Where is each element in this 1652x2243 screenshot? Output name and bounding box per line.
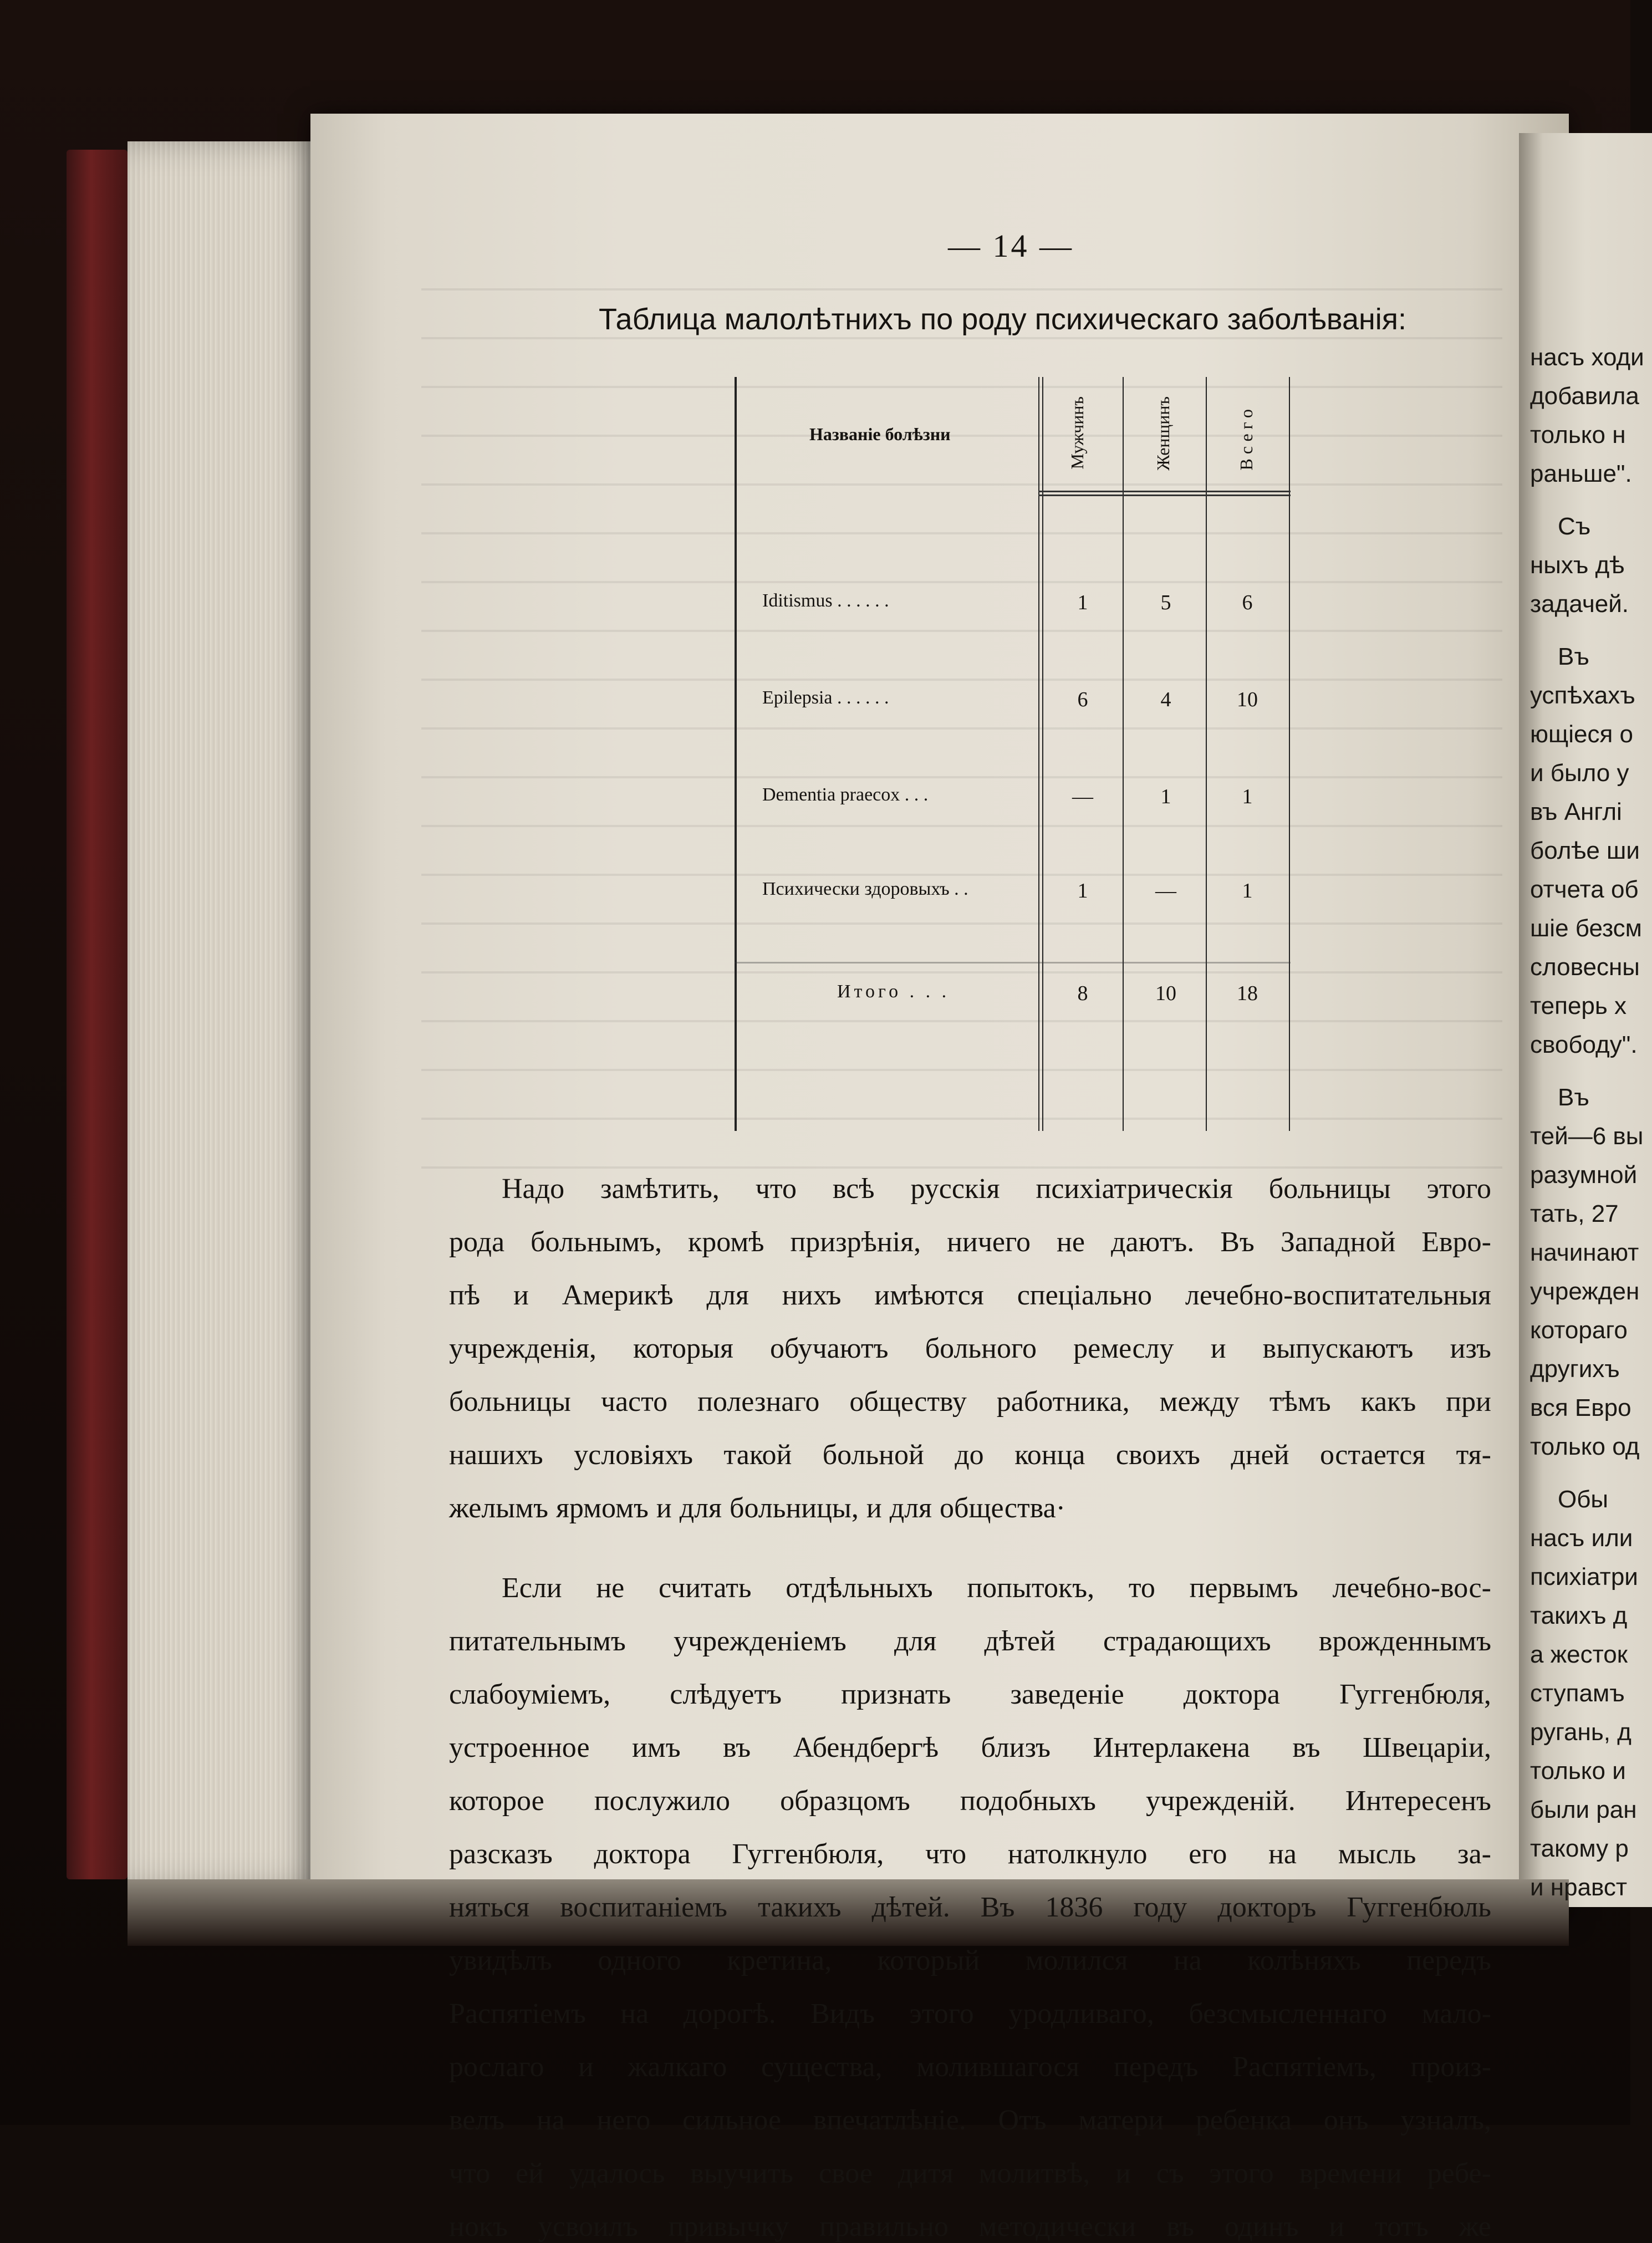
right-page-line: и нравст [1530, 1874, 1628, 1901]
right-page-line: ющіеся о [1530, 721, 1633, 748]
total-all: 18 [1237, 982, 1258, 1005]
header-rule-2 [1038, 495, 1291, 496]
right-page-line: только н [1530, 421, 1626, 448]
text-line: нокъ усвоилъ привычку правильно методически въ одинъ и тотъ же [449, 2211, 1491, 2242]
text-line: няться воспитаніемъ такихъ дѣтей. Въ 1836 году докторъ Гуггенбюль [449, 1892, 1491, 1923]
right-page-line: Въ [1558, 1084, 1589, 1111]
right-page-line: тать, 27 [1530, 1200, 1619, 1227]
right-page-line: вся Евро [1530, 1394, 1631, 1421]
total-women: 10 [1155, 982, 1176, 1005]
row-men: 1 [1077, 879, 1088, 903]
text-line: слабоуміемъ, слѣдуетъ признать заведеніе доктора Гуггенбюля, [449, 1679, 1491, 1710]
right-page-line: Съ [1558, 513, 1591, 540]
right-page-line: только и [1530, 1757, 1626, 1785]
table-border-left [735, 377, 737, 1131]
text-line: нашихъ условіяхъ такой больной до конца своихъ дней остается тя- [449, 1439, 1491, 1471]
book-cover-edge [67, 150, 128, 1879]
right-page-line: добавила [1530, 383, 1639, 410]
right-page-line: успѣхахъ [1530, 682, 1635, 709]
text-line: учрежденія, которыя обучаютъ больного ремеслу и выпускаютъ изъ [449, 1333, 1491, 1364]
right-page-line: насъ или [1530, 1525, 1633, 1552]
total-row-name: Итого . . . [837, 981, 950, 1002]
right-page-line: отчета об [1530, 876, 1639, 903]
text-line: больницы часто полезнаго обществу работника, между тѣмъ какъ при [449, 1386, 1491, 1418]
right-page-line: теперь х [1530, 992, 1627, 1019]
row-name: Dementia praecox . . . [762, 784, 929, 805]
table-title: Таблица малолѣтнихъ по роду психическаго заболѣванія: [599, 303, 1407, 336]
row-name: Психически здоровыхъ . . [762, 879, 968, 899]
page-number: — 14 — [948, 228, 1074, 264]
right-page-line: и было у [1530, 759, 1629, 787]
text-line: Если не считать отдѣльныхъ попытокъ, то первымъ лечебно-вос- [502, 1572, 1491, 1604]
text-line: велъ на него сильное впечатлѣніе. Отъ матери ребенка онъ узналъ, [449, 2104, 1491, 2136]
right-page-line: ругань, д [1530, 1719, 1631, 1746]
text-line: желымъ ярмомъ и для больницы, и для общества· [449, 1492, 1065, 1524]
row-women: 1 [1160, 785, 1171, 808]
text-line: разсказъ доктора Гуггенбюля, что натолкнуло его на мысль за- [449, 1838, 1491, 1870]
right-page-line: такихъ д [1530, 1602, 1628, 1629]
right-page-line: насъ ходи [1530, 344, 1644, 371]
row-total: 1 [1242, 879, 1253, 903]
row-women: 4 [1160, 688, 1171, 711]
total-men: 8 [1077, 982, 1088, 1005]
page-stack [128, 141, 327, 1888]
table-divider-1b [1042, 377, 1043, 1131]
right-page-line: начинают [1530, 1239, 1639, 1266]
col-header-women: Женщинъ [1153, 396, 1173, 471]
diagnosis-table [735, 377, 1300, 1131]
row-men: — [1072, 785, 1093, 808]
text-line: питательнымъ учрежденіемъ для дѣтей страдающихъ врожденнымъ [449, 1625, 1491, 1657]
right-page-line: тей—6 вы [1530, 1123, 1644, 1150]
right-page-line: раньше". [1530, 460, 1632, 487]
row-total: 10 [1237, 688, 1258, 711]
right-page-line: только од [1530, 1433, 1640, 1460]
text-line: пѣ и Америкѣ для нихъ имѣются спеціально лечебно-воспитательныя [449, 1279, 1491, 1311]
table-border-right [1289, 377, 1290, 1131]
right-page-line: котораго [1530, 1317, 1628, 1344]
right-page-line: въ Англі [1530, 798, 1622, 825]
row-women: — [1155, 879, 1176, 903]
text-line: что ей удалось выучить свое дитя молитвѣ, и съ этого времени ребе- [449, 2158, 1491, 2189]
row-total: 1 [1242, 785, 1253, 808]
text-line: увидѣлъ одного кретина, который молился на колѣняхъ передъ [449, 1945, 1491, 1976]
right-page-line: ныхъ дѣ [1530, 552, 1625, 579]
table-divider-2 [1123, 377, 1124, 1131]
right-page-line: другихъ [1530, 1355, 1620, 1383]
right-page-line: были ран [1530, 1796, 1637, 1823]
right-page-line: свободу". [1530, 1031, 1638, 1058]
text-line: рослаго и жалкаго существа, молившагося передъ Распятіемъ, произ- [449, 2051, 1491, 2083]
col-header-total: Всего [1236, 405, 1256, 471]
table-divider-1 [1038, 377, 1039, 1131]
header-rule [1038, 491, 1291, 492]
right-page-line: разумной [1530, 1161, 1638, 1189]
text-line: которое послужило образцомъ подобныхъ учрежденій. Интересенъ [449, 1785, 1491, 1817]
row-women: 5 [1160, 591, 1171, 614]
right-page-line: учрежден [1530, 1278, 1640, 1305]
row-total: 6 [1242, 591, 1253, 614]
right-page-line: такому р [1530, 1835, 1629, 1862]
right-page-line: болѣе ши [1530, 837, 1640, 864]
text-line: рода больнымъ, кромѣ призрѣнія, ничего не даютъ. Въ Западной Евро- [449, 1226, 1491, 1258]
right-page-line: шіе безсм [1530, 915, 1642, 942]
right-page-line: Обы [1558, 1486, 1609, 1513]
row-men: 1 [1077, 591, 1088, 614]
table-divider-3 [1206, 377, 1207, 1131]
total-rule [735, 962, 1291, 964]
right-page-line: ступамъ [1530, 1680, 1625, 1707]
right-page-line: Въ [1558, 643, 1589, 670]
right-page-line: задачей. [1530, 590, 1629, 618]
row-name: Epilepsia . . . . . . [762, 687, 889, 708]
text-line: устроенное имъ въ Абендбергѣ близъ Интерлакена въ Швецаріи, [449, 1732, 1491, 1763]
right-page-line: словесны [1530, 954, 1640, 981]
row-men: 6 [1077, 688, 1088, 711]
row-name: Iditismus . . . . . . [762, 590, 889, 611]
right-page-line: а жесток [1530, 1641, 1628, 1668]
col-header-name: Названіе болѣзни [809, 424, 951, 444]
col-header-men: Мужчинъ [1067, 396, 1087, 470]
right-page-line: психіатри [1530, 1563, 1638, 1591]
text-line: Распятіемъ на дорогѣ. Видъ этого уродливаго, безсмысленнаго мало- [449, 1998, 1491, 2030]
text-line: Надо замѣтить, что всѣ русскія психіатрическія больницы этого [502, 1173, 1491, 1205]
